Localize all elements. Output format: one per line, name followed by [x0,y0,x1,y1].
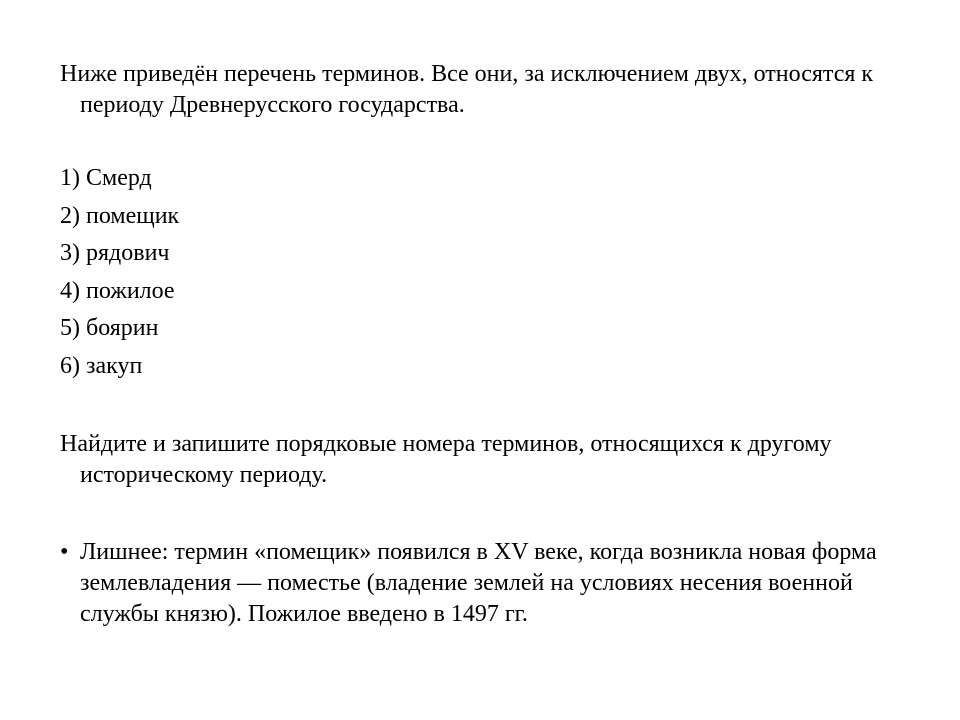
term-item: 5) боярин [60,315,159,342]
term-item: 4) пожилое [60,277,175,304]
bullet-icon: • [60,539,69,565]
term-item: 3) рядович [60,240,170,267]
intro-text: Ниже приведён перечень терминов. Все они, за исключением двух, относятся к периоду Древнерусского государства. [60,61,874,118]
answer-text: Лишнее: термин «помещик» появился в XV веке, когда возникла новая форма землевладения — поместье (владение землей на условиях несения военной службы князю). Пожилое введено в 1497 гг. [80,539,877,627]
term-item: 2) помещик [60,202,180,229]
term-item: 1) Смерд [60,165,152,191]
terms-list [60,163,179,389]
term-item: 6) закуп [60,352,143,379]
task-text: Найдите и запишите порядковые номера терминов, относящихся к другому историческому периоду. [60,431,832,488]
answer-block [60,537,920,630]
